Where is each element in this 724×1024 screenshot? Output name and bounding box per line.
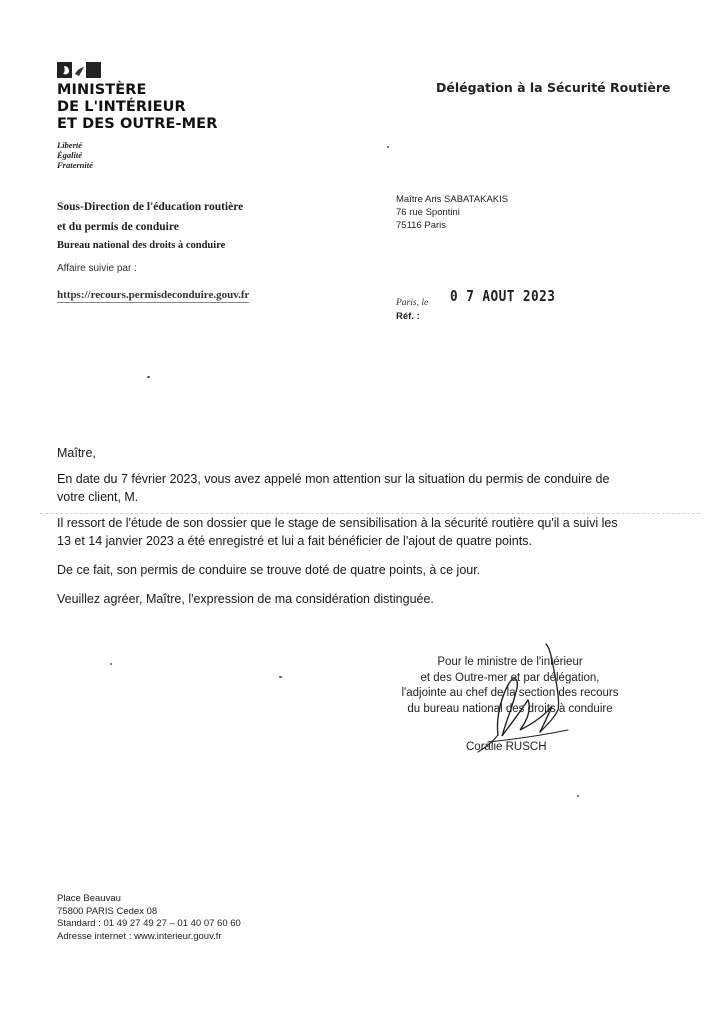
place-label: Paris, le xyxy=(396,298,429,308)
bureau-name: Bureau national des droits à conduire xyxy=(57,240,226,251)
paragraph-line: De ce fait, son permis de conduire se trouve doté de quatre points, à ce jour. xyxy=(57,563,481,577)
signature-line: et des Outre-mer et par délégation, xyxy=(420,671,600,684)
paragraph-line: votre client, M. xyxy=(57,490,139,504)
paragraph-line: Il ressort de l'étude de son dossier que le stage de sensibilisation à la sécurité routière qu'il a suivi les xyxy=(57,516,618,530)
paragraph-line: Veuillez agréer, Maître, l'expression de ma considération distinguée. xyxy=(57,592,434,606)
paragraph-line: 13 et 14 janvier 2023 a été enregistré et lui a fait bénéficier de l'ajout de quatre points. xyxy=(57,534,532,548)
motto-line: Fraternité xyxy=(57,160,93,170)
delegation-heading: Délégation à la Sécurité Routière xyxy=(436,80,671,95)
ministry-line: DE L'INTÉRIEUR xyxy=(57,99,186,115)
ministry-name xyxy=(57,82,217,133)
footer-line: 75800 PARIS Cedex 08 xyxy=(57,905,158,917)
scan-speck xyxy=(387,146,389,148)
sender-department xyxy=(57,197,243,254)
ministry-line: MINISTÈRE xyxy=(57,82,147,98)
republic-motto xyxy=(57,140,93,170)
scan-speck xyxy=(577,795,579,797)
paragraph-3 xyxy=(57,561,682,579)
paragraph-line: En date du 7 février 2023, vous avez appelé mon attention sur la situation du permis de conduire de xyxy=(57,472,610,486)
recipient-city: 75116 Paris xyxy=(396,220,446,231)
signature-line: Pour le ministre de l'intérieur xyxy=(437,656,583,668)
marianne-logo-icon xyxy=(57,62,101,78)
salutation: Maître, xyxy=(57,446,96,460)
signature-line: l'adjointe au chef de la section des recours xyxy=(401,687,619,699)
recipient-name: Maître Aris SABATAKAKIS xyxy=(396,194,509,205)
footer-line: Adresse internet : www.interieur.gouv.fr xyxy=(57,930,222,942)
subdirection-line: Sous-Direction de l'éducation routière xyxy=(57,201,244,213)
ministry-line: ET DES OUTRE-MER xyxy=(57,116,218,132)
scan-speck xyxy=(147,376,150,378)
reference-label: Réf. : xyxy=(396,311,420,322)
footer-line: Place Beauvau xyxy=(57,893,121,904)
scan-speck xyxy=(279,676,282,678)
signer-name: Coralie RUSCH xyxy=(466,741,547,753)
followed-by-label: Affaire suivie par : xyxy=(57,263,137,274)
scan-speck xyxy=(110,663,112,665)
website-link[interactable]: https://recours.permisdeconduire.gouv.fr xyxy=(57,289,250,301)
signature-line: du bureau national des droits à conduire xyxy=(407,702,613,715)
closing-formula xyxy=(57,590,682,608)
date-stamp: 0 7 AOUT 2023 xyxy=(450,287,556,305)
motto-line: Liberté xyxy=(57,140,83,150)
recipient-street: 76 rue Spontini xyxy=(396,207,460,218)
recipient-address xyxy=(396,193,508,232)
footer-address xyxy=(57,893,241,943)
paragraph-1 xyxy=(57,470,682,506)
motto-line: Égalité xyxy=(57,150,83,160)
paragraph-2 xyxy=(57,514,682,550)
subdirection-line: et du permis de conduire xyxy=(57,221,179,233)
footer-line: Standard : 01 49 27 49 27 – 01 40 07 60 60 xyxy=(57,918,241,929)
